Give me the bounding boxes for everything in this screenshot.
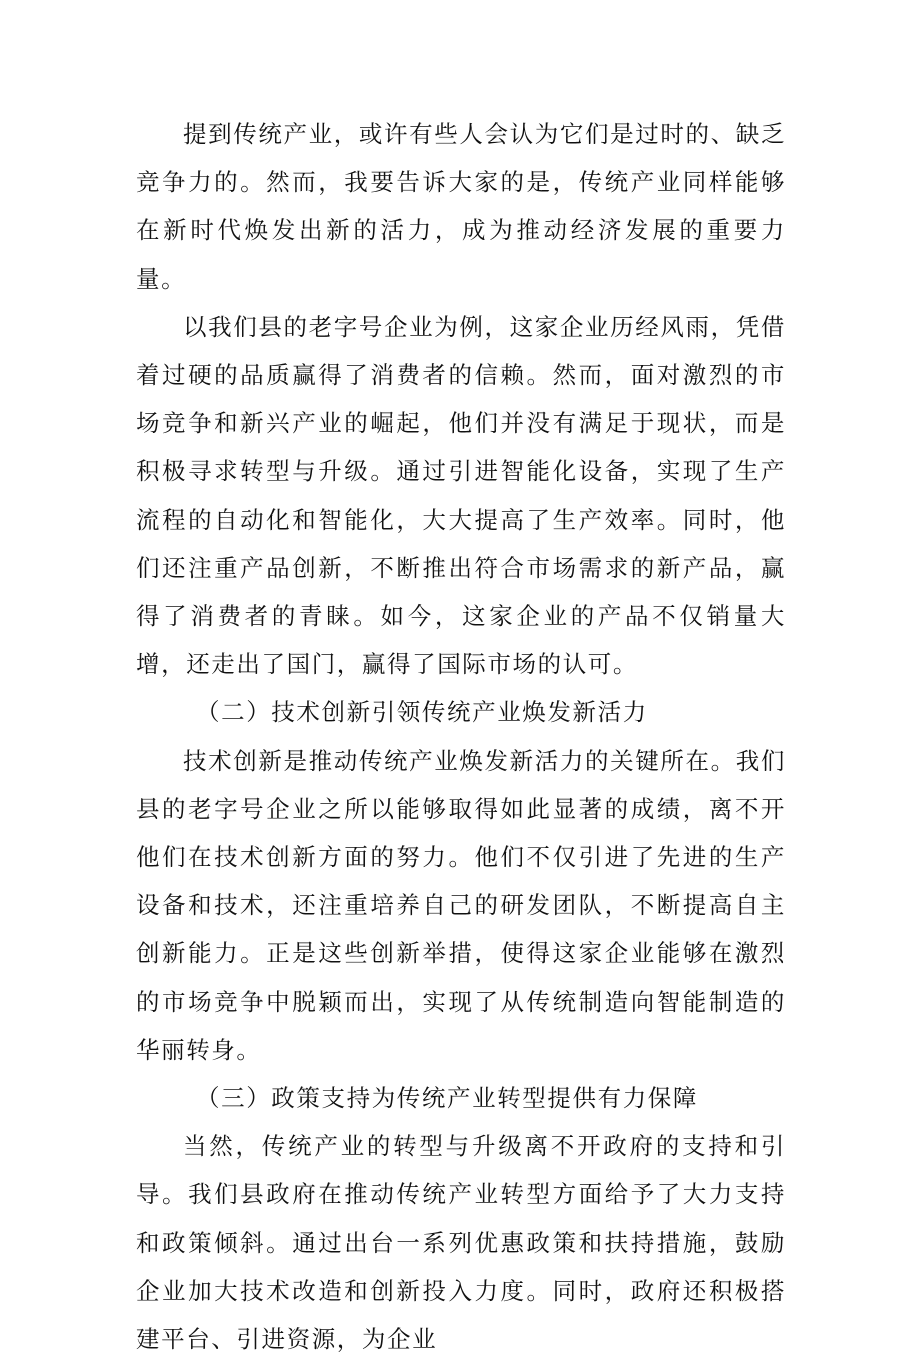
- section-heading: （三）政策支持为传统产业转型提供有力保障: [196, 1084, 698, 1113]
- body-paragraph: 当然，传统产业的转型与升级离不开政府的支持和引导。我们县政府在推动传统产业转型方面给予了大力支持和政策倾斜。通过出台一系列优惠政策和扶持措施，鼓励企业加大技术改造和创新投入力度。同时，政府还积极搭建平台、引进资源，为企业: [136, 1132, 786, 1354]
- body-paragraph: 提到传统产业，或许有些人会认为它们是过时的、缺乏竞争力的。然而，我要告诉大家的是，传统产业同样能够在新时代焕发出新的活力，成为推动经济发展的重要力量。: [136, 120, 786, 293]
- body-paragraph: 技术创新是推动传统产业焕发新活力的关键所在。我们县的老字号企业之所以能够取得如此显著的成绩，离不开他们在技术创新方面的努力。他们不仅引进了先进的生产设备和技术，还注重培养自己的研发团队，不断提高自主创新能力。正是这些创新举措，使得这家企业能够在激烈的市场竞争中脱颖而出，实现了从传统制造向智能制造的华丽转身。: [136, 746, 786, 1064]
- document-page: [136, 110, 786, 1363]
- body-paragraph: 以我们县的老字号企业为例，这家企业历经风雨，凭借着过硬的品质赢得了消费者的信赖。然而，面对激烈的市场竞争和新兴产业的崛起，他们并没有满足于现状，而是积极寻求转型与升级。通过引进智能化设备，实现了生产流程的自动化和智能化，大大提高了生产效率。同时，他们还注重产品创新，不断推出符合市场需求的新产品，赢得了消费者的青睐。如今，这家企业的产品不仅销量大增，还走出了国门，赢得了国际市场的认可。: [136, 312, 786, 679]
- section-heading: （二）技术创新引领传统产业焕发新活力: [196, 698, 648, 727]
